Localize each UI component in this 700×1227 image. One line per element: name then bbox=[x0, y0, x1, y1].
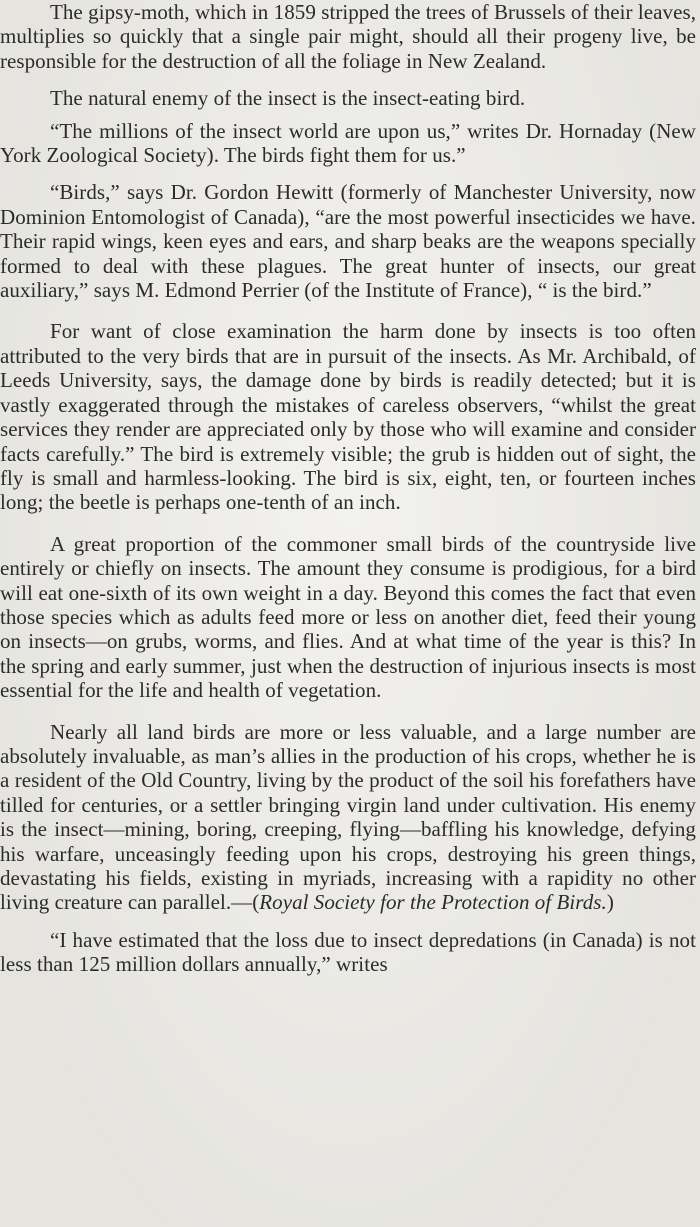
paragraph-natural-enemy: The natural enemy of the insect is the insect-eating bird. bbox=[50, 86, 526, 111]
paragraph-land-birds bbox=[0, 720, 696, 915]
paragraph-gipsy-moth: The gipsy-moth, which in 1859 stripped the trees of Brussels of their leaves, multiplies so quickly that a single pair might, should all their progeny live, be responsible for the destruction of all the foliage in New Zealand. bbox=[0, 0, 696, 73]
paragraph-small-birds: A great proportion of the commoner small birds of the countryside live entirely or chiefly on insects. The amount they consume is prodigious, for a bird will eat one-sixth of its own weight in a day. Beyond this comes the fact that even those species which as adults feed more or less on another diet, feed their young on insects—on grubs, worms, and flies. And at what time of the year is this? In the spring and early summer, just when the destruction of injurious insects is most essential for the life and health of vegetation. bbox=[0, 531, 696, 703]
paragraph-hewitt-quote: “Birds,” says Dr. Gordon Hewitt (formerly of Manchester University, now Dominion Entomologist of Canada), “are the most powerful insecticides we have. Their rapid wings, keen eyes and ears, and sharp beaks are the weapons specially formed to deal with these plagues. The great hunter of insects, our great auxiliary,” says M. Edmond Perrier (of the Institute of France), “ is the bird.” bbox=[0, 180, 696, 303]
paragraph-close-examination: For want of close examination the harm done by insects is too often attributed to the very birds that are in pursuit of the insects. As Mr. Archibald, of Leeds University, says, the damage done by birds is readily detected; but it is vastly exaggerated through the mistakes of careless observers, “whilst the great services they render are appreciated only by those who will examine and consider facts carefully.” The bird is extremely visible; the grub is hidden out of sight, the fly is small and harmless-looking. The bird is six, eight, ten, or fourteen inches long; the beetle is perhaps one-tenth of an inch. bbox=[0, 319, 696, 515]
paragraph-hornaday-quote: “The millions of the insect world are upon us,” writes Dr. Hornaday (New York Zoological Society). The birds fight them for us.” bbox=[0, 118, 696, 168]
paragraph-canada-estimate: “I have estimated that the loss due to insect depredations (in Canada) is not less than 125 million dollars annually,” writes bbox=[0, 927, 696, 977]
source-citation: Royal Society for the Protection of Birds. bbox=[259, 890, 607, 915]
citation-close: ) bbox=[606, 890, 614, 915]
land-birds-text: Nearly all land birds are more or less valuable, and a large number are absolutely invaluable, as man’s allies in the production of his crops, whether he is a resident of the Old Country, living by the product of the soil his forefathers have tilled for centuries, or a settler bringing virgin land under cultivation. His enemy is the insect—mining, boring, creeping, flying—baffling his knowledge, defying his warfare, unceasingly feeding upon his crops, destroying his green things, devastating his fields, existing in myriads, increasing with a rapidity no other living creature can parallel.—( bbox=[0, 719, 696, 915]
